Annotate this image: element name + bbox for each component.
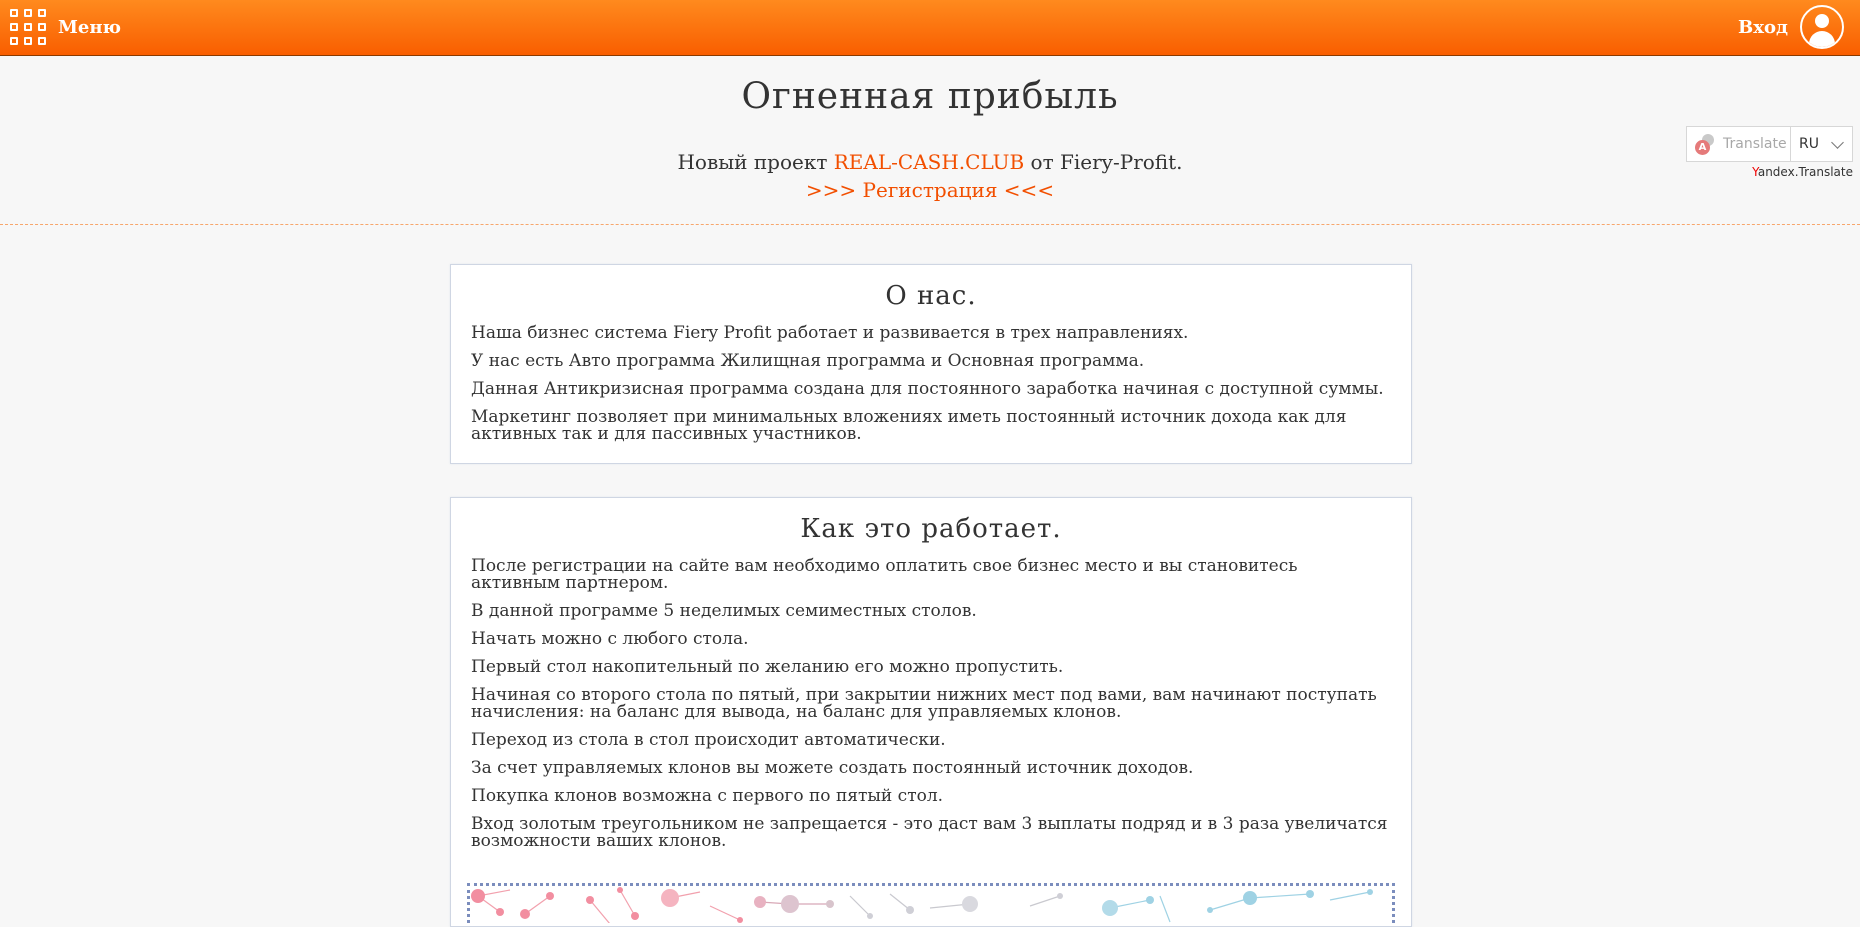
brand-name: REAL-CASH.CLUB (833, 150, 1025, 174)
language-value: RU (1799, 136, 1819, 152)
yandex-credit-y: Y (1752, 165, 1758, 179)
how-paragraph-5: Начиная со второго стола по пятый, при закрытии нижних мест под вами, вам начинают поступать начисления: на баланс для вывода, на баланс для управляемых клонов. (471, 685, 1377, 722)
how-paragraph-2: В данной программе 5 неделимых семиместных столов. (471, 601, 977, 621)
login-label: Вход (1738, 16, 1788, 38)
translate-label: Translate (1723, 136, 1787, 152)
about-card (450, 264, 1412, 464)
top-bar (0, 0, 1860, 56)
registration-link[interactable]: >>> Регистрация <<< (805, 178, 1055, 202)
about-paragraph-3: Данная Антикризисная программа создана для постоянного заработка начиная с доступной суммы. (471, 379, 1384, 399)
how-it-works-card (450, 497, 1412, 927)
translate-widget (1686, 126, 1853, 162)
translate-icon: A (1695, 134, 1715, 154)
how-paragraph-9: Вход золотым треугольником не запрещается - это даст вам 3 выплаты подряд и в 3 раза увеличатся возможности ваших клонов. (471, 814, 1388, 851)
network-graph-icon (470, 886, 1392, 923)
user-avatar-icon (1800, 5, 1844, 49)
about-title: О нас. (885, 281, 977, 311)
about-paragraph-1: Наша бизнес система Fiery Profit работает и развивается в трех направлениях. (471, 323, 1189, 343)
menu-label: Меню (58, 16, 122, 38)
how-title: Как это работает. (800, 514, 1062, 544)
about-paragraph-4: Маркетинг позволяет при минимальных вложениях иметь постоянный источник дохода как для активных так и для пассивных участников. (471, 407, 1347, 444)
yandex-credit[interactable] (1752, 165, 1853, 179)
how-paragraph-3: Начать можно с любого стола. (471, 629, 749, 649)
page-title: Огненная прибыль (741, 76, 1119, 117)
how-paragraph-6: Переход из стола в стол происходит автоматически. (471, 730, 946, 750)
yandex-credit-rest: andex.Translate (1757, 165, 1853, 179)
subtitle-prefix: Новый проект (677, 150, 834, 174)
how-paragraph-4: Первый стол накопительный по желанию его можно пропустить. (471, 657, 1064, 677)
about-paragraph-2: У нас есть Авто программа Жилищная программа и Основная программа. (471, 351, 1145, 371)
header-divider (0, 224, 1860, 225)
subtitle-suffix: от Fiery-Profit. (1024, 150, 1183, 174)
subtitle (0, 150, 1860, 174)
chevron-down-icon (1831, 136, 1844, 149)
menu-button[interactable] (10, 9, 121, 45)
login-button[interactable] (1738, 4, 1844, 50)
grid-menu-icon (10, 9, 46, 45)
how-paragraph-7: За счет управляемых клонов вы можете создать постоянный источник доходов. (471, 758, 1194, 778)
translate-button[interactable] (1687, 127, 1791, 161)
language-select[interactable] (1791, 127, 1852, 161)
how-paragraph-1: После регистрации на сайте вам необходимо оплатить свое бизнес место и вы становитесь активным партнером. (471, 556, 1298, 593)
how-paragraph-8: Покупка клонов возможна с первого по пятый стол. (471, 786, 944, 806)
network-illustration (467, 883, 1395, 923)
